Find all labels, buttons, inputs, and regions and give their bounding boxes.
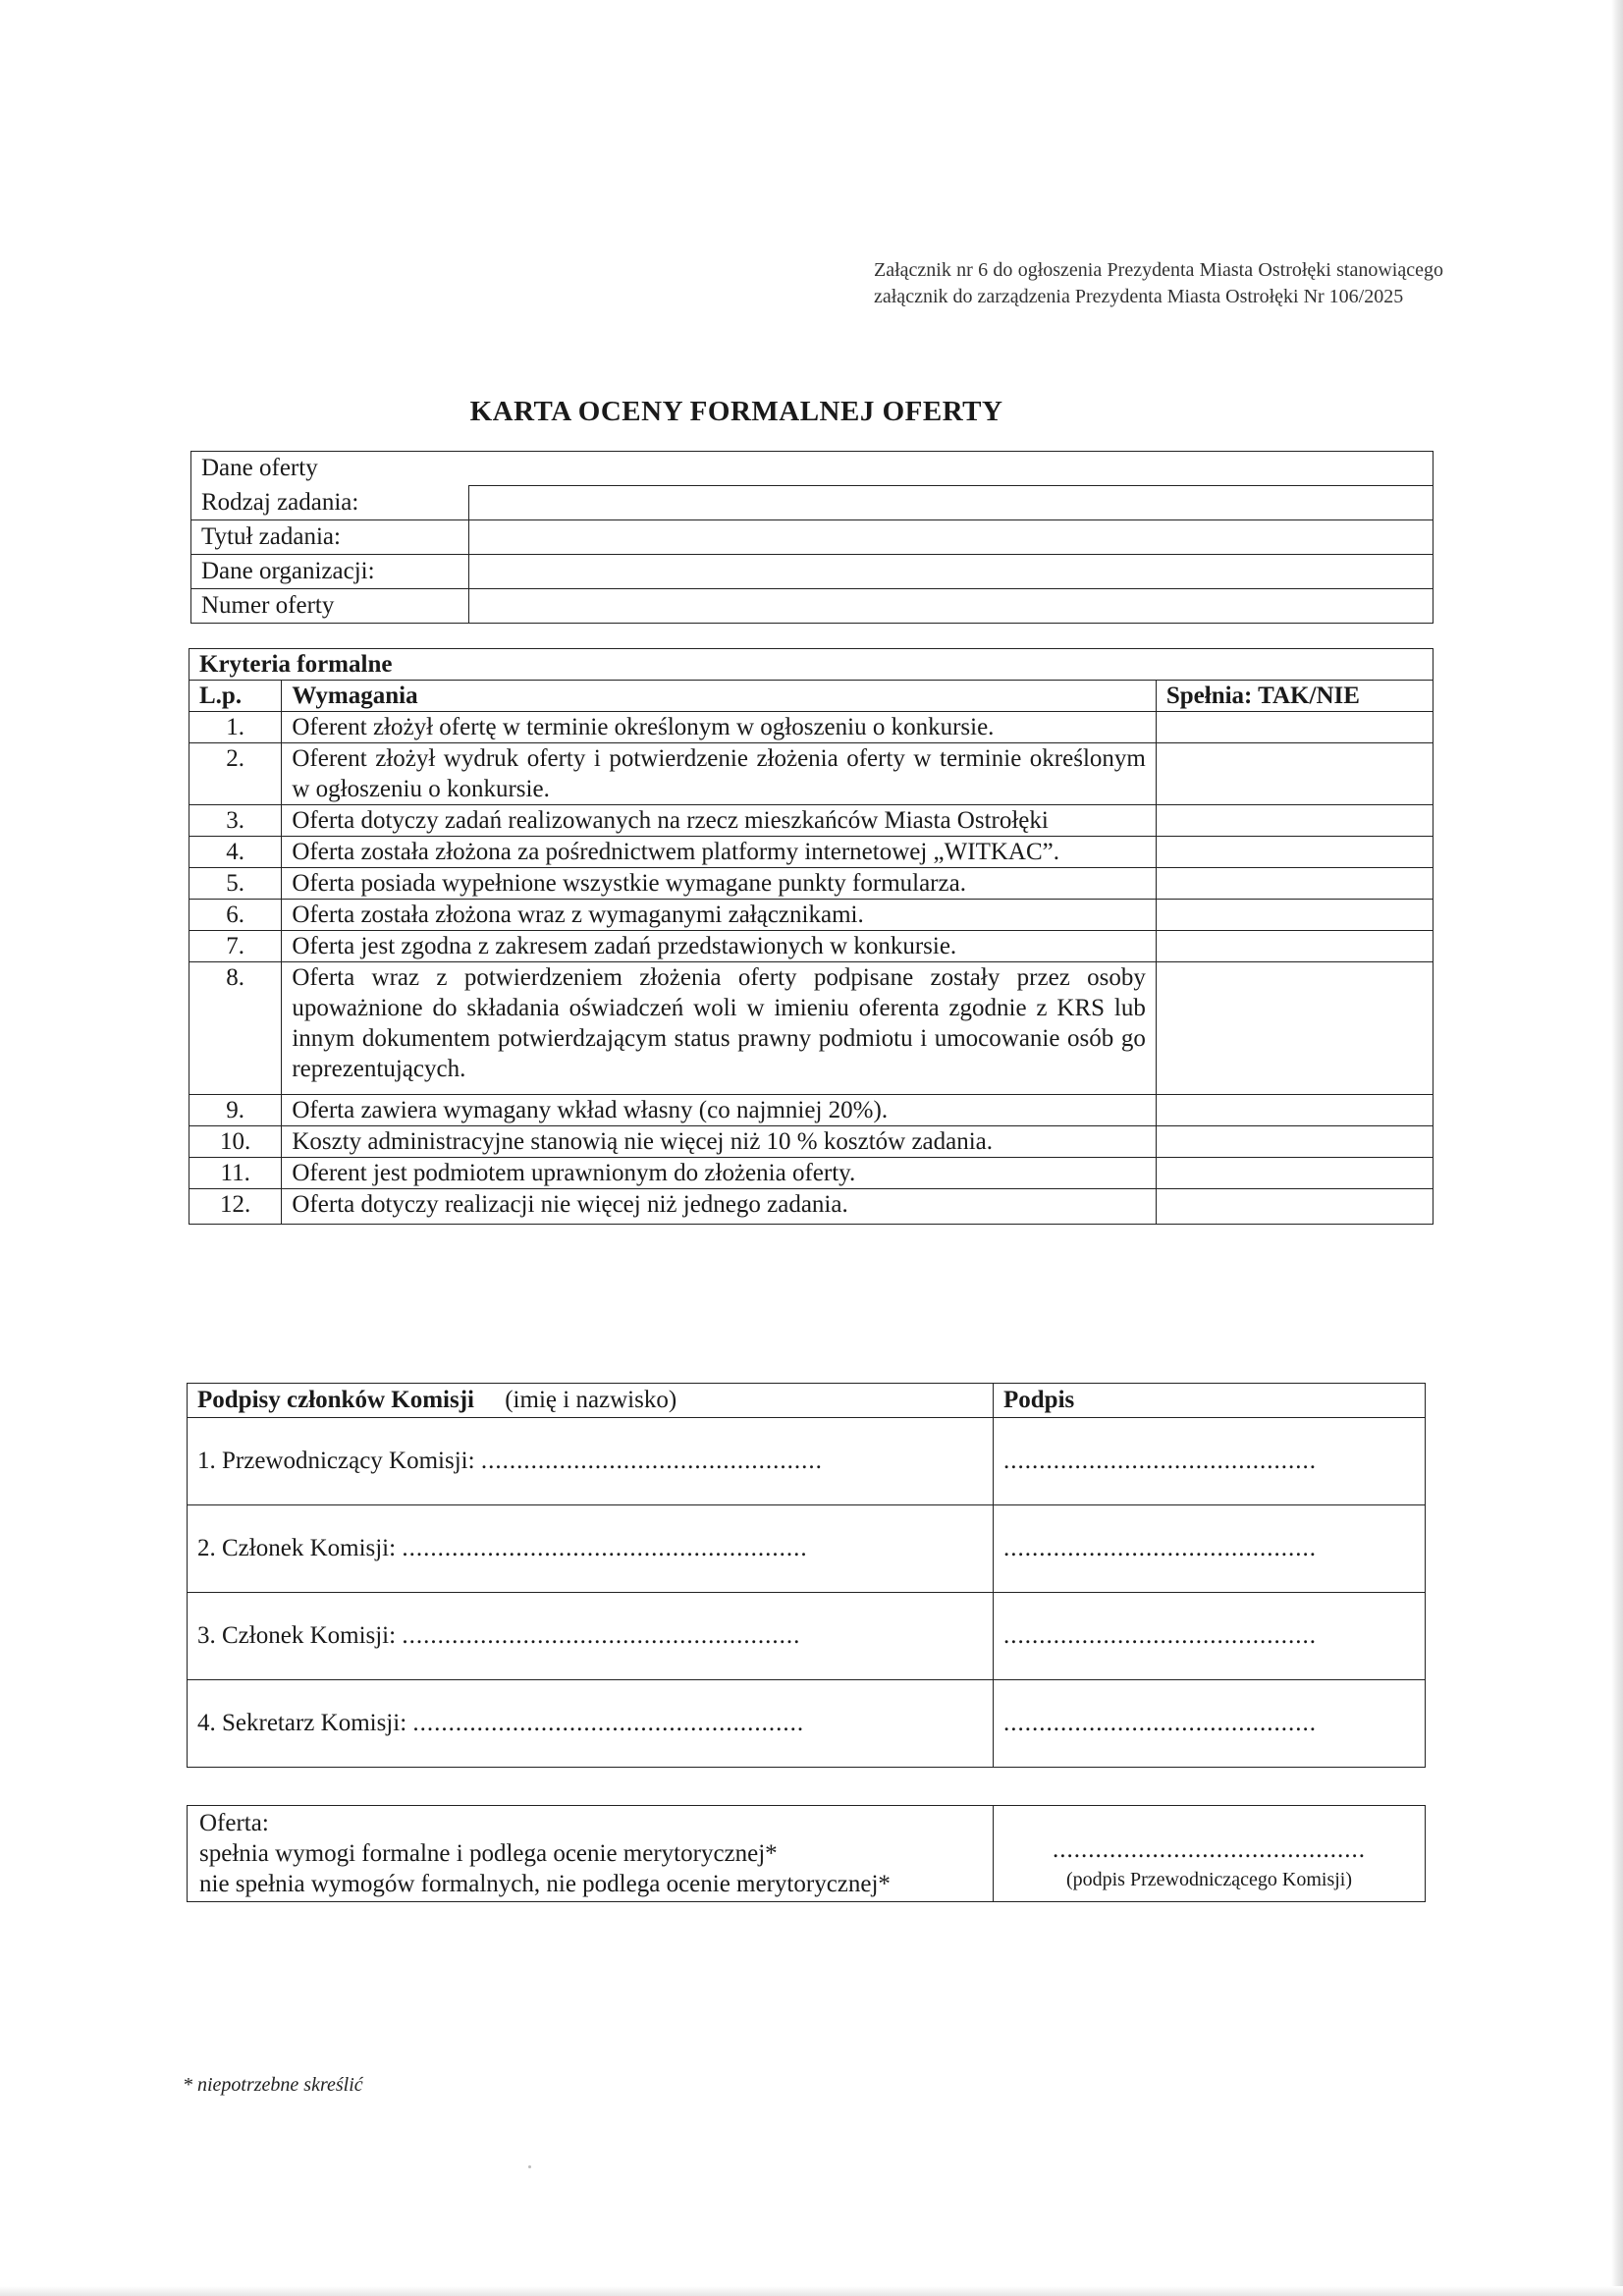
criteria-lp: 5. xyxy=(189,868,282,900)
offer-data-heading: Dane oferty xyxy=(191,452,1434,486)
criteria-header-row xyxy=(189,681,1434,712)
chair-signature-dots: ............................................ xyxy=(1053,1836,1366,1863)
signatures-header-row xyxy=(188,1384,1426,1418)
criteria-answer-cell[interactable] xyxy=(1156,1189,1433,1225)
signatures-heading xyxy=(188,1384,994,1418)
criteria-answer-cell[interactable] xyxy=(1156,962,1433,1095)
signature-sign-cell[interactable] xyxy=(994,1418,1426,1505)
criteria-answer-cell[interactable] xyxy=(1156,1126,1433,1158)
scan-page-edge xyxy=(1611,0,1623,2296)
chair-signature-caption: (podpis Przewodniczącego Komisji) xyxy=(1065,1869,1353,1890)
offer-field-label: Dane organizacji: xyxy=(191,554,469,588)
criteria-answer-cell[interactable] xyxy=(1156,712,1433,743)
criteria-row xyxy=(189,900,1434,931)
criteria-heading: Kryteria formalne xyxy=(189,649,1434,681)
signatures-sign-heading: Podpis xyxy=(994,1384,1426,1418)
criteria-answer-cell[interactable] xyxy=(1156,900,1433,931)
criteria-text: Oferent złożył wydruk oferty i potwierdzenie złożenia oferty w terminie określonym w ogłoszeniu o konkursie. xyxy=(282,743,1157,805)
signature-name-dots: ......................................................... xyxy=(402,1535,808,1561)
signature-row xyxy=(188,1418,1426,1505)
criteria-lp: 2. xyxy=(189,743,282,805)
scan-speck xyxy=(528,2165,531,2168)
offer-field-row xyxy=(191,486,1434,520)
signature-role-label: 1. Przewodniczący Komisji: xyxy=(197,1448,475,1474)
signature-name-cell[interactable] xyxy=(188,1593,994,1680)
signature-name-dots: ....................................................... xyxy=(412,1710,805,1736)
criteria-lp: 1. xyxy=(189,712,282,743)
criteria-text: Oferta wraz z potwierdzeniem złożenia oferty podpisane zostały przez osoby upoważnione do składania oświadczeń woli w imieniu oferenta zgodnie z KRS lub innym dokumentem potwierdzającym status prawny podmiotu i umocowanie osób go reprezentujących. xyxy=(282,962,1157,1095)
criteria-text: Oferta posiada wypełnione wszystkie wymagane punkty formularza. xyxy=(282,868,1157,900)
criteria-lp: 9. xyxy=(189,1095,282,1126)
chair-signature-cell[interactable] xyxy=(994,1806,1426,1902)
criteria-table xyxy=(189,648,1434,1225)
criteria-row xyxy=(189,1158,1434,1189)
offer-field-value[interactable] xyxy=(469,486,1434,520)
criteria-text: Oferta została złożona wraz z wymaganymi załącznikami. xyxy=(282,900,1157,931)
signature-role-label: 3. Członek Komisji: xyxy=(197,1622,397,1649)
criteria-row xyxy=(189,743,1434,805)
criteria-lp: 11. xyxy=(189,1158,282,1189)
result-options-cell xyxy=(188,1806,994,1902)
signatures-table xyxy=(187,1383,1426,1768)
result-row xyxy=(188,1806,1426,1902)
criteria-lp: 3. xyxy=(189,805,282,837)
criteria-row xyxy=(189,931,1434,962)
offer-field-label: Tytuł zadania: xyxy=(191,519,469,554)
signatures-heading-bold: Podpisy członków Komisji xyxy=(197,1387,474,1413)
result-heading: Oferta: xyxy=(199,1810,269,1836)
criteria-lp: 4. xyxy=(189,837,282,868)
criteria-text: Oferta dotyczy zadań realizowanych na rzecz mieszkańców Miasta Ostrołęki xyxy=(282,805,1157,837)
criteria-lp: 10. xyxy=(189,1126,282,1158)
criteria-lp: 8. xyxy=(189,962,282,1095)
document-title: KARTA OCENY FORMALNEJ OFERTY xyxy=(469,396,1003,427)
offer-field-value[interactable] xyxy=(469,588,1434,623)
signature-role-label: 4. Sekretarz Komisji: xyxy=(197,1710,407,1736)
criteria-answer-cell[interactable] xyxy=(1156,805,1433,837)
signature-row xyxy=(188,1680,1426,1768)
signature-sign-cell[interactable] xyxy=(994,1505,1426,1593)
criteria-text: Koszty administracyjne stanowią nie więcej niż 10 % kosztów zadania. xyxy=(282,1126,1157,1158)
criteria-text: Oferta zawiera wymagany wkład własny (co najmniej 20%). xyxy=(282,1095,1157,1126)
criteria-answer-cell[interactable] xyxy=(1156,1158,1433,1189)
signature-name-cell[interactable] xyxy=(188,1680,994,1768)
criteria-row xyxy=(189,868,1434,900)
criteria-row xyxy=(189,805,1434,837)
criteria-row xyxy=(189,712,1434,743)
col-lp-header: L.p. xyxy=(189,681,282,712)
signature-sign-dots: ............................................ xyxy=(1003,1448,1317,1474)
signature-name-cell[interactable] xyxy=(188,1505,994,1593)
offer-field-value[interactable] xyxy=(469,554,1434,588)
signature-role-label: 2. Członek Komisji: xyxy=(197,1535,397,1561)
signature-row xyxy=(188,1505,1426,1593)
signature-name-dots: ........................................................ xyxy=(402,1622,801,1649)
signature-sign-dots: ............................................ xyxy=(1003,1710,1317,1736)
signatures-heading-note: (imię i nazwisko) xyxy=(505,1387,677,1413)
criteria-answer-cell[interactable] xyxy=(1156,837,1433,868)
criteria-row xyxy=(189,962,1434,1095)
criteria-lp: 6. xyxy=(189,900,282,931)
criteria-lp: 7. xyxy=(189,931,282,962)
result-option-pass[interactable]: spełnia wymogi formalne i podlega ocenie merytorycznej* xyxy=(199,1840,778,1867)
result-table xyxy=(187,1805,1426,1902)
header-note: Załącznik nr 6 do ogłoszenia Prezydenta Miasta Ostrołęki stanowiącego załącznik do zarządzenia Prezydenta Miasta Ostrołęki Nr 106/2025 xyxy=(874,259,1443,307)
criteria-row xyxy=(189,1189,1434,1225)
offer-data-table xyxy=(190,451,1434,624)
criteria-answer-cell[interactable] xyxy=(1156,868,1433,900)
criteria-answer-cell[interactable] xyxy=(1156,931,1433,962)
signature-row xyxy=(188,1593,1426,1680)
col-answer-header: Spełnia: TAK/NIE xyxy=(1156,681,1433,712)
offer-field-label: Numer oferty xyxy=(191,588,469,623)
offer-field-label: Rodzaj zadania: xyxy=(191,486,469,520)
criteria-text: Oferent złożył ofertę w terminie określonym w ogłoszeniu o konkursie. xyxy=(282,712,1157,743)
col-requirements-header: Wymagania xyxy=(282,681,1157,712)
offer-field-row xyxy=(191,519,1434,554)
criteria-row xyxy=(189,1126,1434,1158)
criteria-lp: 12. xyxy=(189,1189,282,1225)
offer-field-value[interactable] xyxy=(469,519,1434,554)
criteria-text: Oferta została złożona za pośrednictwem platformy internetowej „WITKAC”. xyxy=(282,837,1157,868)
offer-field-row xyxy=(191,588,1434,623)
criteria-text: Oferta dotyczy realizacji nie więcej niż jednego zadania. xyxy=(282,1189,1157,1225)
criteria-text: Oferta jest zgodna z zakresem zadań przedstawionych w konkursie. xyxy=(282,931,1157,962)
criteria-answer-cell[interactable] xyxy=(1156,1095,1433,1126)
offer-field-row xyxy=(191,554,1434,588)
criteria-text: Oferent jest podmiotem uprawnionym do złożenia oferty. xyxy=(282,1158,1157,1189)
signature-sign-cell[interactable] xyxy=(994,1593,1426,1680)
criteria-row xyxy=(189,837,1434,868)
signature-name-cell[interactable] xyxy=(188,1418,994,1505)
signature-sign-dots: ............................................ xyxy=(1003,1622,1317,1649)
footnote: * niepotrzebne skreślić xyxy=(183,2074,363,2096)
scan-page-bottom xyxy=(0,2286,1623,2296)
criteria-answer-cell[interactable] xyxy=(1156,743,1433,805)
signature-sign-cell[interactable] xyxy=(994,1680,1426,1768)
criteria-row xyxy=(189,1095,1434,1126)
signature-name-dots: ................................................ xyxy=(480,1448,823,1474)
result-option-fail[interactable]: nie spełnia wymogów formalnych, nie podlega ocenie merytorycznej* xyxy=(199,1871,891,1897)
signature-sign-dots: ............................................ xyxy=(1003,1535,1317,1561)
